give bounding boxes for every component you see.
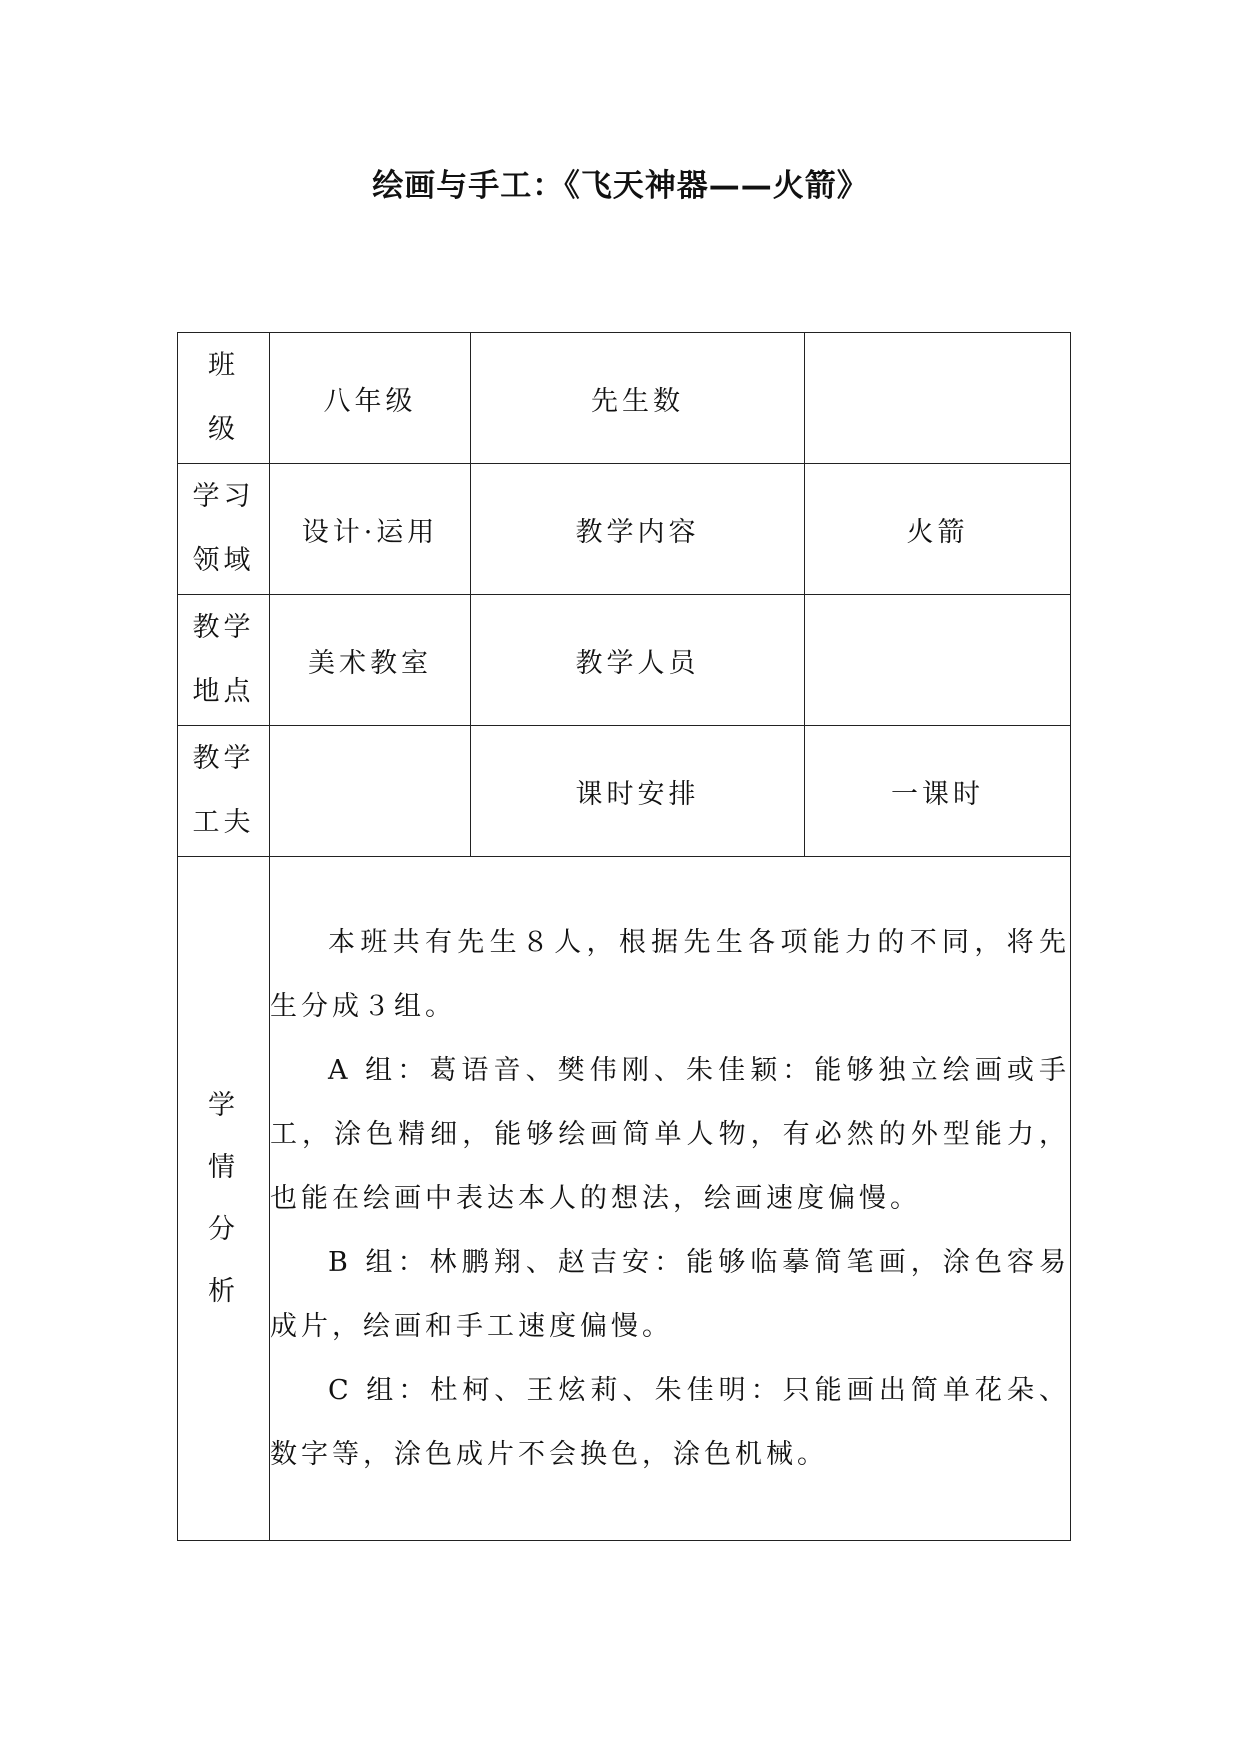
value-teaching-time bbox=[270, 726, 471, 857]
label-teaching-content: 教学内容 bbox=[471, 464, 805, 595]
analysis-paragraph: A 组：葛语音、樊伟刚、朱佳颖：能够独立绘画或手工，涂色精细，能够绘画简单人物，有必然的外型能力，也能在绘画中表达本人的想法，绘画速度偏慢。 bbox=[270, 1054, 1070, 1214]
value-student-count bbox=[805, 333, 1071, 464]
table-row-class bbox=[178, 333, 1071, 464]
analysis-paragraph: C 组：杜柯、王炫莉、朱佳明：只能画出简单花朵、数字等，涂色成片不会换色，涂色机械。 bbox=[270, 1374, 1070, 1470]
lesson-info-table bbox=[177, 332, 1071, 1541]
page-title: 绘画与手工：《飞天神器——火箭》 bbox=[372, 168, 869, 204]
label-teaching-time: 教学 工夫 bbox=[178, 726, 270, 857]
table-row-time bbox=[178, 726, 1071, 857]
analysis-paragraph: 本班共有先生８人，根据先生各项能力的不同，将先生分成３组。 bbox=[270, 926, 1070, 1022]
value-teaching-staff bbox=[805, 595, 1071, 726]
value-class: 八年级 bbox=[270, 333, 471, 464]
label-teaching-location: 教学 地点 bbox=[178, 595, 270, 726]
table-row-analysis bbox=[178, 857, 1071, 1541]
value-teaching-content: 火箭 bbox=[805, 464, 1071, 595]
label-schedule: 课时安排 bbox=[471, 726, 805, 857]
label-teaching-staff: 教学人员 bbox=[471, 595, 805, 726]
label-student-analysis: 学 情 分 析 bbox=[178, 857, 270, 1541]
student-analysis-text bbox=[270, 857, 1071, 1541]
label-class: 班 级 bbox=[178, 333, 270, 464]
table-row-domain bbox=[178, 464, 1071, 595]
label-student-count: 先生数 bbox=[471, 333, 805, 464]
value-teaching-location: 美术教室 bbox=[270, 595, 471, 726]
value-learning-domain: 设计·运用 bbox=[270, 464, 471, 595]
label-learning-domain: 学习 领域 bbox=[178, 464, 270, 595]
value-schedule: 一课时 bbox=[805, 726, 1071, 857]
table-row-location bbox=[178, 595, 1071, 726]
analysis-paragraph: B 组：林鹏翔、赵吉安：能够临摹简笔画，涂色容易成片，绘画和手工速度偏慢。 bbox=[270, 1246, 1070, 1342]
